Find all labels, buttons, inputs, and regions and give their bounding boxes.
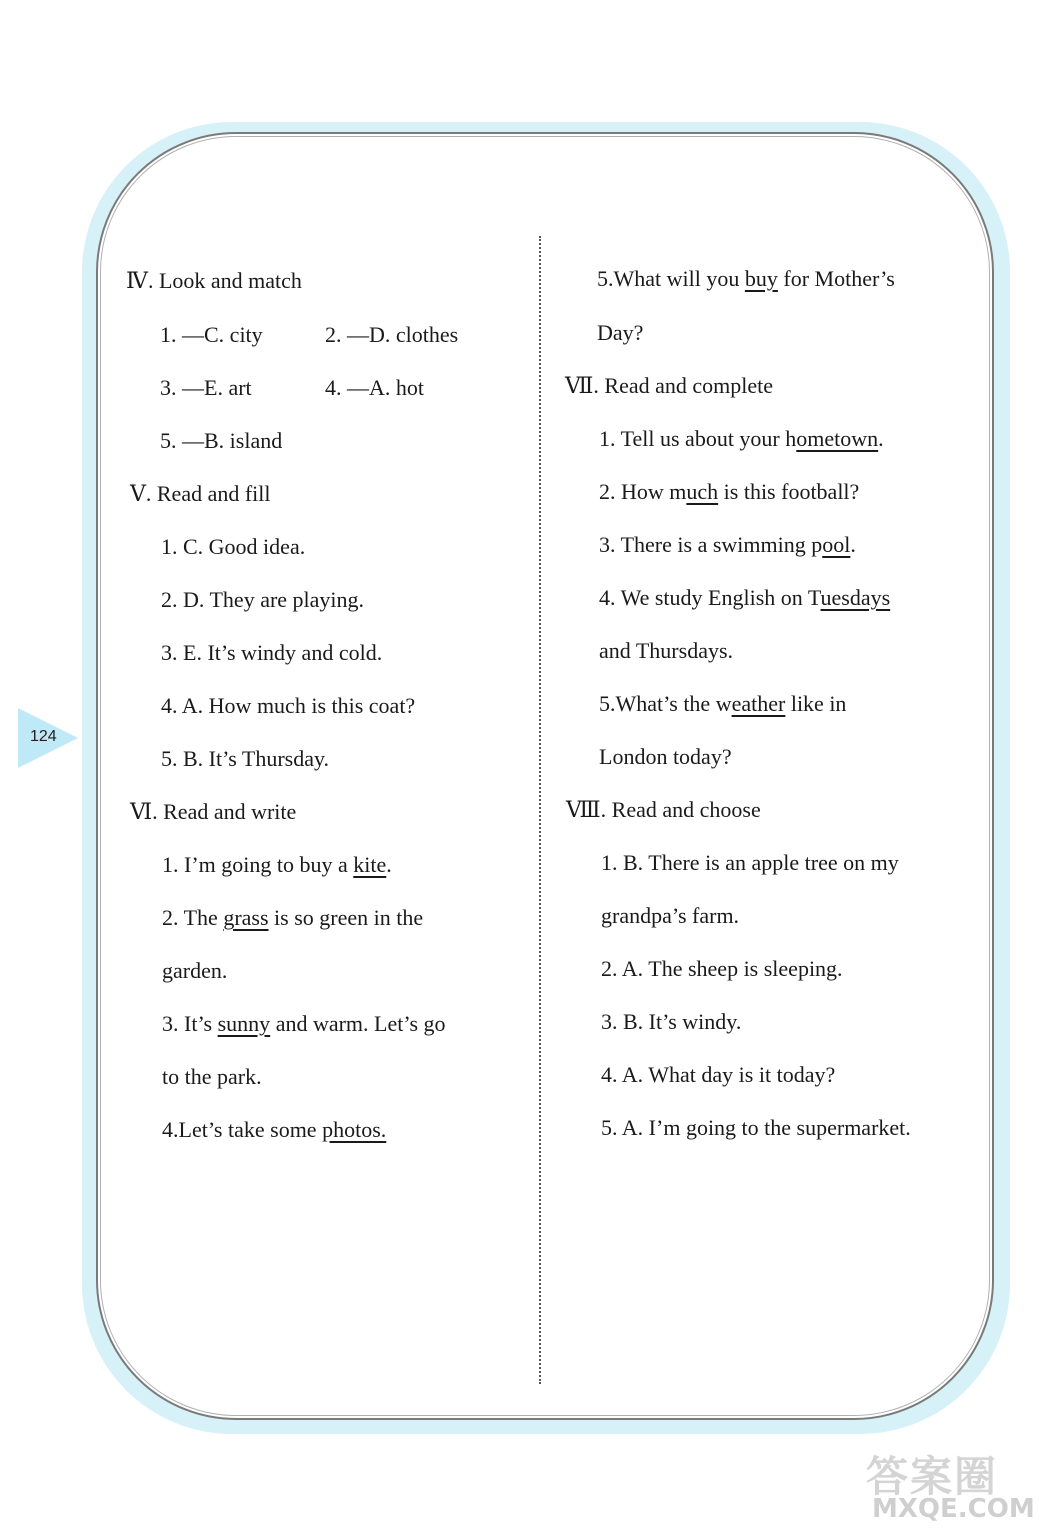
s8-item-3: 3. B. It’s windy. — [601, 1009, 742, 1034]
s4-item-4: 4. —A. hot — [325, 375, 424, 400]
s6-item-3: 3. It’s sunny and warm. Let’s go — [162, 1011, 446, 1036]
s7-item-5: 5.What’s the weather like in — [599, 691, 847, 716]
s4-item-5: 5. —B. island — [160, 428, 283, 453]
answer-much: uch — [686, 479, 719, 504]
s7-item-4-cont: and Thursdays. — [599, 638, 734, 663]
section-7-heading: Ⅶ. Read and complete — [565, 373, 773, 398]
s7-item-5-cont: London today? — [599, 744, 732, 769]
answer-kite: kite — [353, 852, 387, 877]
answer-sunny: sunny — [217, 1011, 271, 1036]
watermark-logo: 答案圈 — [866, 1452, 999, 1501]
s5-item-4: 4. A. How much is this coat? — [161, 693, 416, 718]
s5-item-3: 3. E. It’s windy and cold. — [161, 640, 383, 665]
s4-item-2: 2. —D. clothes — [325, 322, 459, 347]
s8-item-4: 4. A. What day is it today? — [601, 1062, 836, 1087]
s7-item-3: 3. There is a swimming pool. — [599, 532, 856, 557]
s6-item-1: 1. I’m going to buy a kite. — [162, 852, 392, 877]
section-6-heading: Ⅵ. Read and write — [130, 799, 297, 824]
s8-item-1: 1. B. There is an apple tree on my — [601, 850, 899, 875]
s7-item-4: 4. We study English on Tuesdays — [599, 585, 891, 610]
page-number: 124 — [30, 728, 57, 745]
s7-item-1: 1. Tell us about your hometown. — [599, 426, 884, 451]
s4-item-1: 1. —C. city — [160, 322, 263, 347]
answer-weather: eather — [731, 691, 786, 716]
s6-item-2: 2. The grass is so green in the — [162, 905, 424, 930]
s6-item-3-cont: to the park. — [162, 1064, 262, 1089]
column-divider — [539, 236, 541, 1384]
s7-item-2: 2. How much is this football? — [599, 479, 860, 504]
answer-photos: photos. — [322, 1117, 387, 1142]
answer-hometown: ometown — [796, 426, 879, 451]
s6-item-5-cont: Day? — [597, 320, 644, 345]
s5-item-2: 2. D. They are playing. — [161, 587, 365, 612]
s5-item-1: 1. C. Good idea. — [161, 534, 306, 559]
s6-item-5: 5.What will you buy for Mother’s — [597, 266, 895, 291]
section-8-heading: Ⅷ. Read and choose — [566, 797, 761, 822]
s8-item-5: 5. A. I’m going to the supermarket. — [601, 1115, 911, 1140]
s8-item-1-cont: grandpa’s farm. — [601, 903, 740, 928]
s6-item-2-cont: garden. — [162, 958, 228, 983]
s8-item-2: 2. A. The sheep is sleeping. — [601, 956, 843, 981]
answer-grass: grass — [223, 905, 269, 930]
answer-tuesdays: uesdays — [820, 585, 891, 610]
s6-item-4: 4.Let’s take some photos. — [162, 1117, 387, 1142]
answer-buy: buy — [744, 266, 778, 291]
s4-item-3: 3. —E. art — [160, 375, 252, 400]
section-4-heading: Ⅳ. Look and match — [126, 268, 302, 293]
s5-item-5: 5. B. It’s Thursday. — [161, 746, 330, 771]
section-5-heading: Ⅴ. Read and fill — [130, 481, 271, 506]
answer-pool: ool — [822, 532, 851, 557]
watermark-url: MXQE.COM — [872, 1494, 1035, 1524]
